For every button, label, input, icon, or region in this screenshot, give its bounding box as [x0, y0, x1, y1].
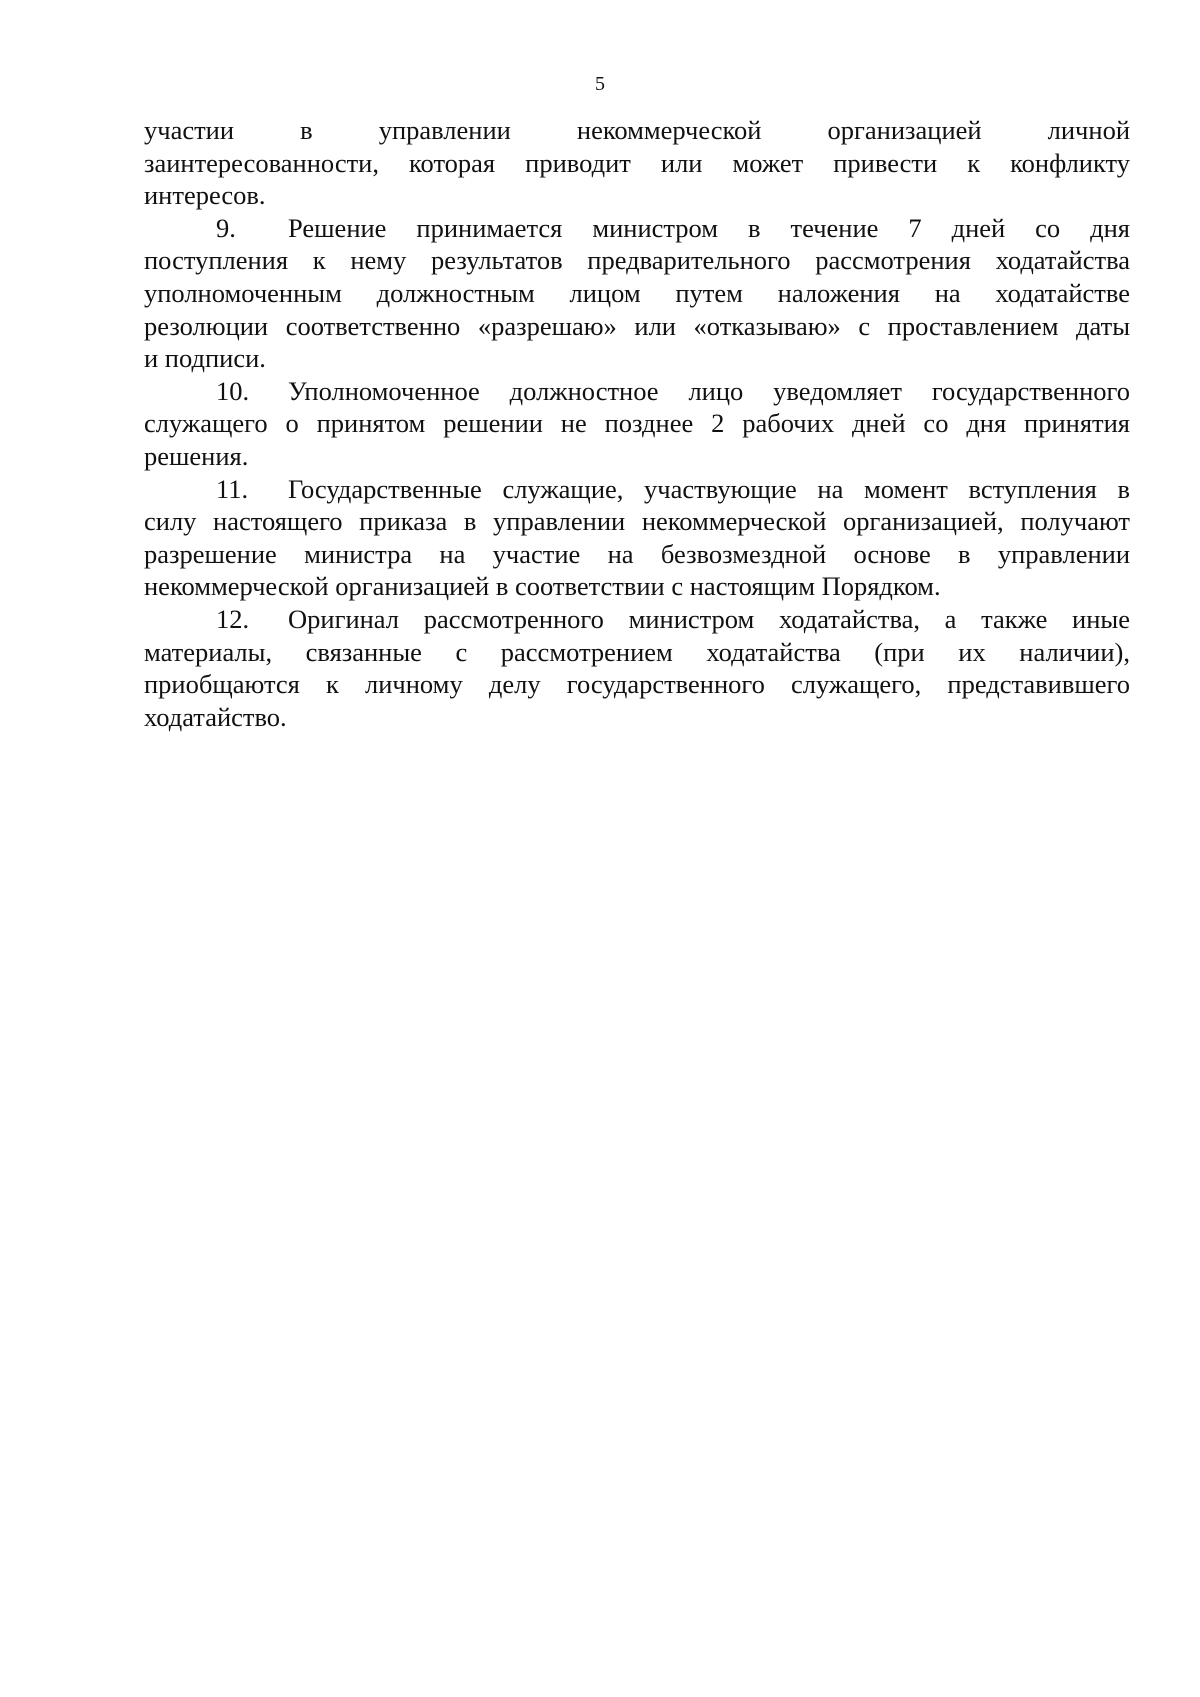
text-line: поступления к нему результатов предварительного рассмотрения ходатайства: [144, 245, 1130, 276]
text-line-first: [144, 212, 1130, 245]
paragraph-11: [144, 473, 1130, 603]
text-line: заинтересованности, которая приводит или может привести к конфликту: [144, 147, 1130, 178]
text-line: Уполномоченное должностное лицо уведомляет государственного: [288, 375, 1130, 406]
text-line: Оригинал рассмотренного министром ходатайства, а также иные: [288, 603, 1130, 634]
text-line: резолюции соответственно «разрешаю» или «отказываю» с проставлением даты: [144, 310, 1130, 341]
text-line: Государственные служащие, участвующие на момент вступления в: [288, 473, 1130, 504]
text-line: приобщаются к личному делу государственного служащего, представившего: [144, 669, 1130, 700]
paragraph-number: 12.: [216, 603, 250, 634]
text-line: материалы, связанные с рассмотрением ходатайства (при их наличии),: [144, 636, 1130, 667]
text-line: решения.: [144, 440, 249, 471]
paragraph-9: [144, 212, 1130, 375]
paragraph-number: 11.: [216, 473, 249, 504]
paragraph-10: [144, 375, 1130, 473]
paragraph-continuation: [144, 114, 1130, 212]
text-line: Решение принимается министром в течение 7 дней со дня: [288, 212, 1130, 243]
text-line: служащего о принятом решении не позднее 2 рабочих дней со дня принятия: [144, 408, 1130, 439]
paragraph-number: 9.: [216, 212, 236, 243]
text-line-first: [144, 473, 1130, 506]
document-body: [144, 114, 1130, 733]
text-line-first: [144, 375, 1130, 408]
paragraph-12: [144, 603, 1130, 733]
text-line: участии в управлении некоммерческой организацией личной: [144, 115, 1130, 145]
paragraph-number: 10.: [216, 375, 250, 406]
page-number: 5: [595, 73, 605, 95]
text-line: силу настоящего приказа в управлении некоммерческой организацией, получают: [144, 506, 1130, 537]
text-line: интересов.: [144, 180, 266, 211]
text-line: ходатайство.: [144, 701, 287, 732]
text-line-first: [144, 603, 1130, 636]
text-line: и подписи.: [144, 343, 266, 374]
text-line: некоммерческой организацией в соответствии с настоящим Порядком.: [144, 571, 941, 602]
text-line: разрешение министра на участие на безвозмездной основе в управлении: [144, 538, 1130, 569]
text-line: уполномоченным должностным лицом путем наложения на ходатайстве: [144, 277, 1130, 308]
